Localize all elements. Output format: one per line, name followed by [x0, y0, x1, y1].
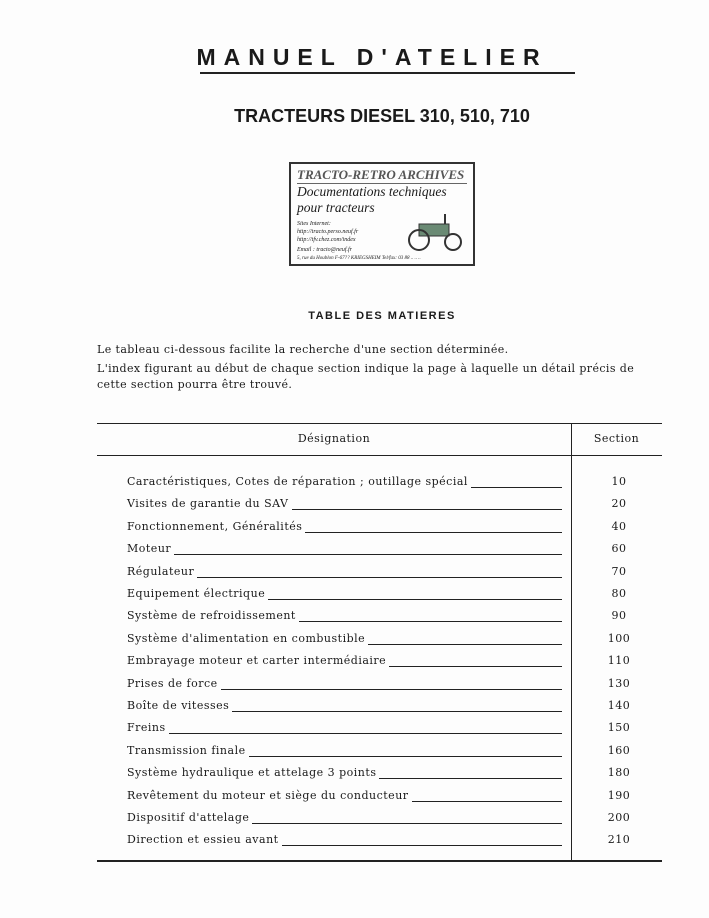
leader-line — [221, 677, 562, 690]
table-row — [127, 677, 662, 695]
stamp-email: Email : tracto@neuf.fr — [297, 247, 353, 253]
leader-line — [305, 520, 562, 533]
row-section: 200 — [607, 811, 631, 824]
document-subtitle: TRACTEURS DIESEL 310, 510, 710 — [234, 106, 530, 126]
leader-line — [268, 587, 562, 600]
row-section: 80 — [611, 587, 627, 600]
tractor-icon — [405, 212, 467, 252]
leader-line — [471, 475, 562, 488]
header-divider — [97, 455, 662, 456]
row-label: Direction et essieu avant — [127, 833, 279, 847]
table-row — [127, 520, 662, 538]
leader-line — [292, 497, 562, 510]
row-label: Prises de force — [127, 676, 218, 690]
row-section: 20 — [611, 497, 627, 511]
row-label: Boîte de vitesses — [127, 699, 230, 712]
title-underline — [200, 72, 575, 74]
leader-line — [368, 632, 562, 645]
contents-table — [97, 423, 662, 862]
row-label: Embrayage moteur et carter intermédiaire — [127, 654, 387, 668]
row-section: 90 — [611, 609, 627, 623]
stamp-address: 5, rue du Houblon F-67?? KRIEGSHEIM Tel/fax: 03 88 .. .. .. — [297, 256, 421, 261]
table-row — [127, 654, 662, 672]
row-label: Equipement électrique — [127, 587, 266, 600]
leader-line — [282, 833, 562, 846]
leader-line — [169, 721, 562, 734]
leader-line — [299, 609, 562, 622]
row-label: Système de refroidissement — [127, 609, 296, 623]
archive-stamp — [289, 162, 475, 266]
toc-heading: TABLE DES MATIERES — [308, 310, 456, 322]
row-section: 10 — [611, 475, 627, 488]
intro-paragraph: L'index figurant au début de chaque section indique la page à laquelle un détail précis de cette section pourra être trouvé. — [97, 362, 635, 391]
leader-line — [232, 699, 562, 712]
row-section: 40 — [611, 519, 627, 533]
leader-line — [174, 542, 562, 555]
row-section: 190 — [607, 788, 631, 802]
row-section: 180 — [607, 766, 631, 780]
leader-line — [197, 565, 562, 578]
table-row — [127, 632, 662, 650]
leader-line — [249, 744, 562, 757]
row-label: Freins — [127, 721, 166, 735]
table-row — [127, 699, 662, 717]
row-section: 70 — [611, 564, 627, 578]
stamp-line1: TRACTO-RETRO ARCHIVES — [297, 167, 467, 184]
leader-line — [389, 654, 562, 667]
stamp-url1: http://tracto.perso.neuf.fr — [297, 229, 359, 235]
row-label: Fonctionnement, Généralités — [127, 519, 303, 533]
row-section: 210 — [607, 833, 631, 847]
table-row — [127, 766, 662, 784]
row-label: Revêtement du moteur et siège du conducteur — [127, 788, 409, 802]
table-row — [127, 721, 662, 739]
table-row — [127, 744, 662, 762]
table-row — [127, 542, 662, 560]
row-section: 160 — [607, 743, 631, 757]
row-section: 150 — [607, 721, 631, 735]
table-row — [127, 475, 662, 493]
row-section: 110 — [607, 654, 631, 668]
stamp-line3: pour tracteurs — [297, 200, 375, 215]
row-label: Transmission finale — [127, 743, 246, 757]
table-row — [127, 587, 662, 605]
intro-paragraph: Le tableau ci-dessous facilite la recherche d'une section déterminée. — [97, 343, 509, 356]
intro-text — [97, 342, 657, 396]
leader-line — [252, 811, 562, 824]
row-section: 140 — [607, 699, 631, 712]
document-title: MANUEL D'ATELIER — [196, 44, 548, 70]
leader-line — [379, 766, 562, 779]
row-label: Régulateur — [127, 564, 195, 578]
row-label: Système hydraulique et attelage 3 points — [127, 766, 377, 780]
row-label: Dispositif d'attelage — [127, 811, 250, 824]
table-row — [127, 497, 662, 515]
table-row — [127, 565, 662, 583]
table-row — [127, 789, 662, 807]
table-row — [127, 609, 662, 627]
stamp-url2: http://tfv.chez.com/index — [297, 237, 356, 243]
row-label: Visites de garantie du SAV — [127, 497, 289, 511]
leader-line — [412, 789, 562, 802]
table-row — [127, 811, 662, 829]
stamp-line2: Documentations techniques — [297, 184, 447, 199]
header-designation: Désignation — [297, 432, 371, 445]
row-section: 130 — [607, 676, 631, 690]
table-row — [127, 833, 662, 851]
row-label: Système d'alimentation en combustible — [127, 631, 366, 645]
row-section: 60 — [611, 542, 627, 556]
stamp-sites: Sites Internet: — [297, 221, 331, 227]
header-section: Section — [593, 432, 640, 445]
row-section: 100 — [607, 631, 631, 645]
row-label: Moteur — [127, 542, 172, 556]
row-label: Caractéristiques, Cotes de réparation ; outillage spécial — [127, 475, 468, 488]
